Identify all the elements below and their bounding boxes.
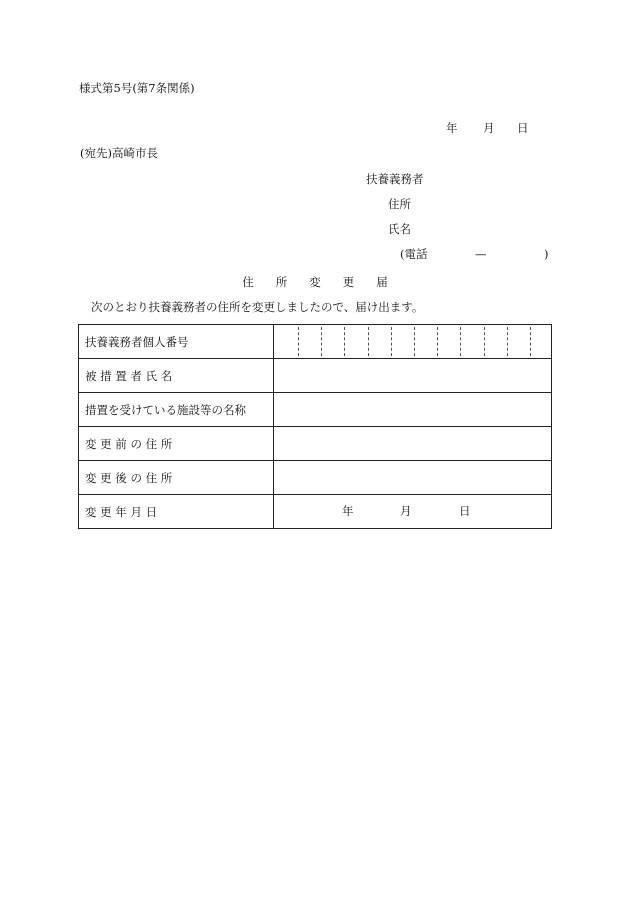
form-number: 様式第5号(第7条関係)	[79, 81, 195, 95]
title-char: 届	[376, 275, 388, 289]
title-char: 所	[275, 275, 288, 289]
phone-close-paren: )	[544, 247, 549, 261]
table-row	[79, 461, 552, 495]
intro-text: 次のとおり扶養義務者の住所を変更しましたので、届け出ます。	[91, 300, 424, 314]
digit-divider	[530, 327, 531, 356]
row-label-person-name: 被 措 置 者 氏 名	[79, 359, 274, 393]
phone-label: (電話	[400, 247, 428, 261]
digit-boxes	[274, 325, 551, 358]
digit-divider	[414, 327, 415, 356]
form-table	[78, 324, 552, 529]
date-day-label: 日	[517, 121, 529, 135]
phone-dash: —	[475, 247, 487, 261]
table-row	[79, 325, 552, 359]
change-date-day-label: 日	[459, 504, 471, 518]
table-row	[79, 359, 552, 393]
digit-divider	[298, 327, 299, 356]
address-label: 住所	[388, 197, 411, 211]
digit-divider	[460, 327, 461, 356]
digit-divider	[368, 327, 369, 356]
table-row	[79, 495, 552, 529]
name-label: 氏名	[388, 222, 411, 236]
date-month-label: 月	[483, 121, 495, 135]
old-address-field[interactable]	[274, 427, 552, 461]
digit-divider	[437, 327, 438, 356]
addressee: (宛先)高崎市長	[80, 146, 158, 160]
digit-divider	[344, 327, 345, 356]
row-label-old-address: 変 更 前 の 住 所	[79, 427, 274, 461]
row-label-facility-name: 措置を受けている施設等の名称	[79, 393, 274, 427]
change-date-field[interactable]	[274, 495, 552, 529]
document-title	[0, 277, 630, 289]
title-char: 更	[342, 275, 355, 289]
digit-divider	[484, 327, 485, 356]
person-name-field[interactable]	[274, 359, 552, 393]
row-label-new-address: 変 更 後 の 住 所	[79, 461, 274, 495]
row-label-change-date: 変 更 年 月 日	[79, 495, 274, 529]
change-date-month-label: 月	[400, 504, 412, 518]
supporter-title: 扶養義務者	[366, 172, 424, 186]
digit-divider	[507, 327, 508, 356]
change-date-year-label: 年	[342, 504, 354, 518]
facility-name-field[interactable]	[274, 393, 552, 427]
row-label-individual-number: 扶養義務者個人番号	[79, 325, 274, 359]
title-char: 住	[242, 275, 254, 289]
digit-divider	[391, 327, 392, 356]
digit-divider	[321, 327, 322, 356]
new-address-field[interactable]	[274, 461, 552, 495]
individual-number-field[interactable]	[274, 325, 552, 359]
date-year-label: 年	[446, 121, 458, 135]
table-row	[79, 393, 552, 427]
table-row	[79, 427, 552, 461]
title-char: 変	[309, 275, 321, 289]
